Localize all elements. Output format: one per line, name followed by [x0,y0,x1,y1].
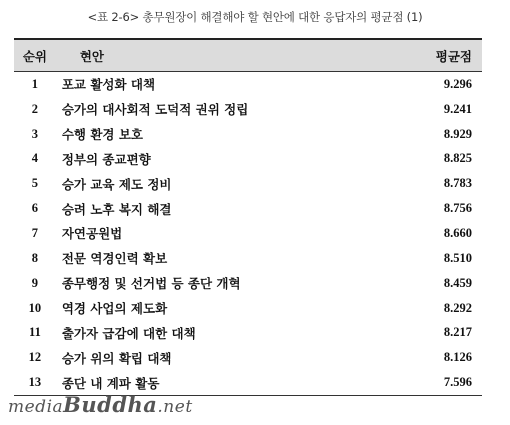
score-cell: 8.756 [443,201,472,216]
issue-cell: 승가 위의 확립 대책 [61,350,172,366]
table-row [14,296,482,321]
score-cell: 8.825 [443,151,472,166]
survey-table [14,38,482,396]
score-cell: 9.296 [443,76,472,91]
rank-cell: 8 [31,250,39,265]
score-cell: 8.510 [443,250,472,265]
table-caption: <표 2-6> 총무원장이 해결해야 할 현안에 대한 응답자의 평균점 (1) [87,10,423,24]
table-row [14,196,482,221]
issue-cell: 수행 환경 보호 [61,127,143,143]
issue-cell: 포교 활성화 대책 [61,77,156,93]
table-row [14,246,482,271]
score-cell: 8.929 [443,126,472,141]
score-cell: 7.596 [383,370,483,395]
header-rank: 순위 [14,39,56,72]
rank-cell: 1 [31,76,39,91]
issue-cell: 종무행정 및 선거법 등 종단 개혁 [61,276,241,292]
issue-cell: 종단 내 계파 활동 [56,370,383,395]
rank-cell: 5 [31,176,39,191]
watermark-main: Buddha [63,392,158,417]
table-row [14,345,482,370]
rank-cell: 2 [31,101,39,116]
table-row [14,320,482,345]
rank-cell: 6 [31,201,39,216]
header-issue: 현안 [56,39,383,72]
rank-cell: 13 [14,370,56,395]
issue-cell: 자연공원법 [61,226,123,242]
score-cell: 8.126 [443,350,472,365]
watermark-suffix: .net [157,397,193,417]
issue-cell: 정부의 종교편향 [61,151,151,167]
rank-cell: 10 [28,300,42,315]
issue-cell: 승려 노후 복지 해결 [61,201,172,217]
table-row [14,122,482,147]
issue-cell: 승가 교육 제도 정비 [61,176,172,192]
table-row [14,221,482,246]
rank-cell: 3 [31,126,39,141]
score-cell: 8.292 [443,300,472,315]
table-row [14,147,482,172]
rank-cell: 12 [28,350,42,365]
score-cell: 8.459 [443,275,472,290]
table-row [14,72,482,97]
rank-cell: 11 [29,325,41,340]
header-score: 평균점 [383,39,483,72]
table-header-row [14,39,482,72]
rank-cell: 4 [31,151,39,166]
table-row [14,171,482,196]
table-row [14,97,482,122]
watermark-prefix: media [8,397,64,417]
score-cell: 8.660 [443,225,472,240]
score-cell: 9.241 [443,101,472,116]
rank-cell: 9 [31,275,39,290]
issue-cell: 전문 역경인력 확보 [61,251,168,267]
score-cell: 8.217 [443,325,472,340]
table-row [14,271,482,296]
issue-cell: 역경 사업의 제도화 [61,301,168,317]
watermark-logo [8,392,193,417]
rank-cell: 7 [31,225,39,240]
score-cell: 8.783 [443,176,472,191]
issue-cell: 출가자 급감에 대한 대책 [61,325,196,341]
issue-cell: 승가의 대사회적 도덕적 권위 정립 [61,102,249,118]
